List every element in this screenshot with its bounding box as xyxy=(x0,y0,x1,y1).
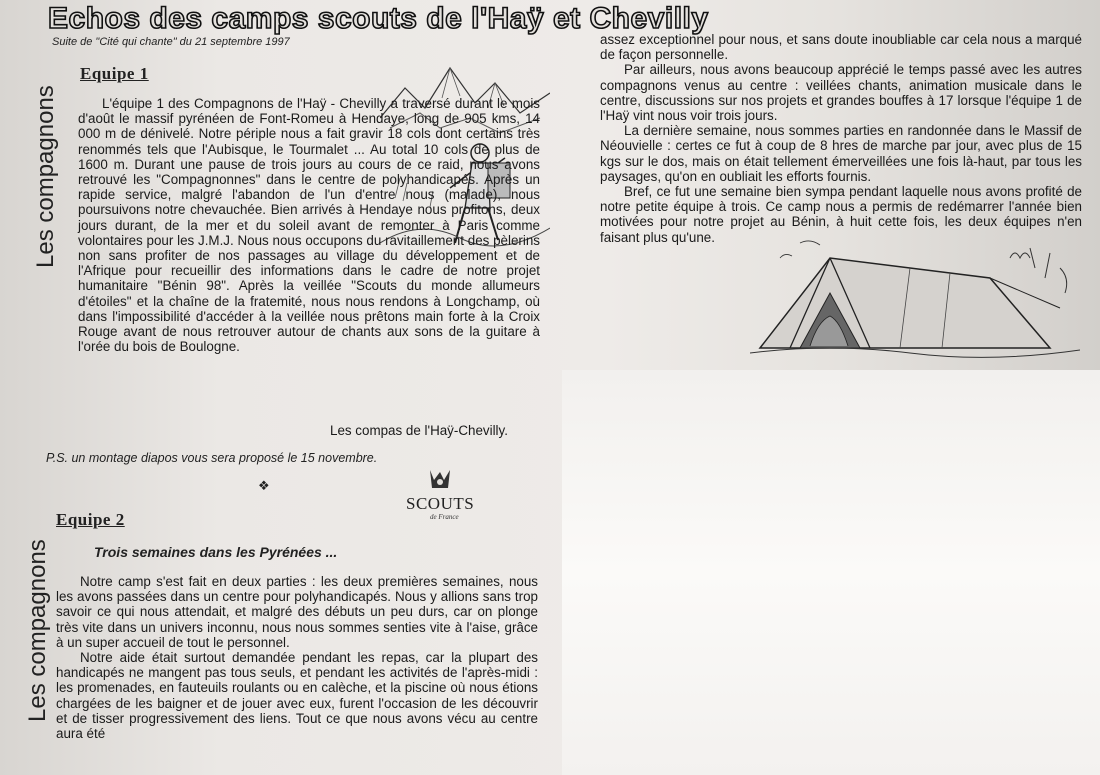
masthead-title: Echos des camps scouts de l'Haÿ et Chevilly xyxy=(48,2,709,35)
side-label-equipe2: Les compagnons xyxy=(24,539,51,722)
equipe1-body xyxy=(78,96,540,354)
separator-ornament: ❖ xyxy=(258,478,270,493)
right-paragraph-1: Par ailleurs, nous avons beaucoup apprécié le temps passé avec les autres compagnons venus au centre : veillées chants, animation musicale dans le centre, discussions sur nos projets et grandes bouffes à 17 lorsque l'équipe 1 de l'Haÿ vint nous voir trois jours. xyxy=(600,62,1082,124)
equipe1-signature: Les compas de l'Haÿ-Chevilly. xyxy=(330,423,508,438)
equipe2-paragraph-2: Notre aide était surtout demandée pendant les repas, car la plupart des handicapés ne mangent pas tous seuls, et pendant les activités de l'après-midi : les promenades, en fauteuils roulants ou en calèche, et la piscine où nous étions chargées de les baigner et de jouer avec eux, furent l'occasion de les découvrir et de tisser progressivement des liens. Tout ce que nous avons vécu au centre aura été xyxy=(56,650,538,742)
equipe1-title: Equipe 1 xyxy=(80,64,149,83)
side-label-equipe1: Les compagnons xyxy=(32,85,59,268)
equipe2-paragraph-1: Notre camp s'est fait en deux parties : les deux premières semaines, nous les avons passées dans un centre pour polyhandicapés. Nous y allions sans trop savoir ce qui nous attendait, et malgré des débuts un peu durs, car on plonge très vite dans un univers inconnu, nous nous sommes senties vite à l'aise, grâce à un super accueil de tout le personnel. xyxy=(56,574,538,650)
right-column-body xyxy=(600,32,1082,245)
right-paragraph-2: La dernière semaine, nous sommes parties en randonnée dans le Massif de Néouvielle : certes ce fut à coup de 8 hres de marche par jour, avec plus de 15 kgs sur le dos, mais on était tellement émerveillées une fois là-haut, par tous les paysages, qu'on en oubliait les efforts fournis. xyxy=(600,123,1082,184)
equipe2-subtitle: Trois semaines dans les Pyrénées ... xyxy=(94,544,338,560)
right-paragraph-0: assez exceptionnel pour nous, et sans doute inoubliable car cela nous a marqué de façon personnelle. xyxy=(600,32,1082,63)
masthead-subtitle: Suite de "Cité qui chante" du 21 septembre 1997 xyxy=(52,36,290,48)
right-paragraph-3: Bref, ce fut une semaine bien sympa pendant laquelle nous avons profité de notre petite équipe à trois. Ce camp nous a permis de redémarrer l'année bien motivées pour notre projet au Bénin, à huit cette fois, les deux équipes n'en faisant plus qu'une. xyxy=(600,184,1082,245)
equipe2-body xyxy=(56,574,538,741)
blank-page-area xyxy=(562,370,1100,775)
equipe1-paragraph: L'équipe 1 des Compagnons de l'Haÿ - Chevilly a traversé durant le mois d'août le massif pyrénéen de Font-Romeu à Hendaye, long de 905 kms, 14 000 m de dénivelé. Notre périple nous a fait gravir 18 cols dont certains très renommés tels que l'Aubisque, le Tourmalet ... Au total 10 cols de plus de 1600 m. Durant une pause de trois jours au cours de ce raid, nous avons retrouvé les "Compagnonnes" dans le centre de polyhandicapés. Après un rapide service, malgré l'abandon de l'un d'entre nous (malade), nous poursuivons notre chevauchée. Bien arrivés à Hendaye nous profitons, deux jours durant, de la mer et du soleil avant de remonter à Paris comme volontaires pour les J.M.J. Nous nous occupons du ravitaillement des pèlerins non sans profiter de nos passages au village du développement et de l'Afrique pour recueillir des informations dans le cadre de notre projet humanitaire "Bénin 98". Après la veillée "Scouts du monde allumeurs d'étoiles" et la chaîne de la fratemité, nous nous rendons à Longchamp, où dans l'impossibilité d'accéder à la veillée nous prêtons main forte à la Croix Rouge avant de nous retrouver autour de chants aux sons de la guitare à l'orée du bois de Boulogne. xyxy=(78,96,540,355)
tent-illustration xyxy=(750,238,1080,360)
logo-subtext: de France xyxy=(430,513,459,521)
equipe2-title: Equipe 2 xyxy=(56,510,125,529)
equipe1-ps: P.S. un montage diapos vous sera proposé le 15 novembre. xyxy=(46,451,378,465)
logo-text: SCOUTS xyxy=(406,494,475,513)
